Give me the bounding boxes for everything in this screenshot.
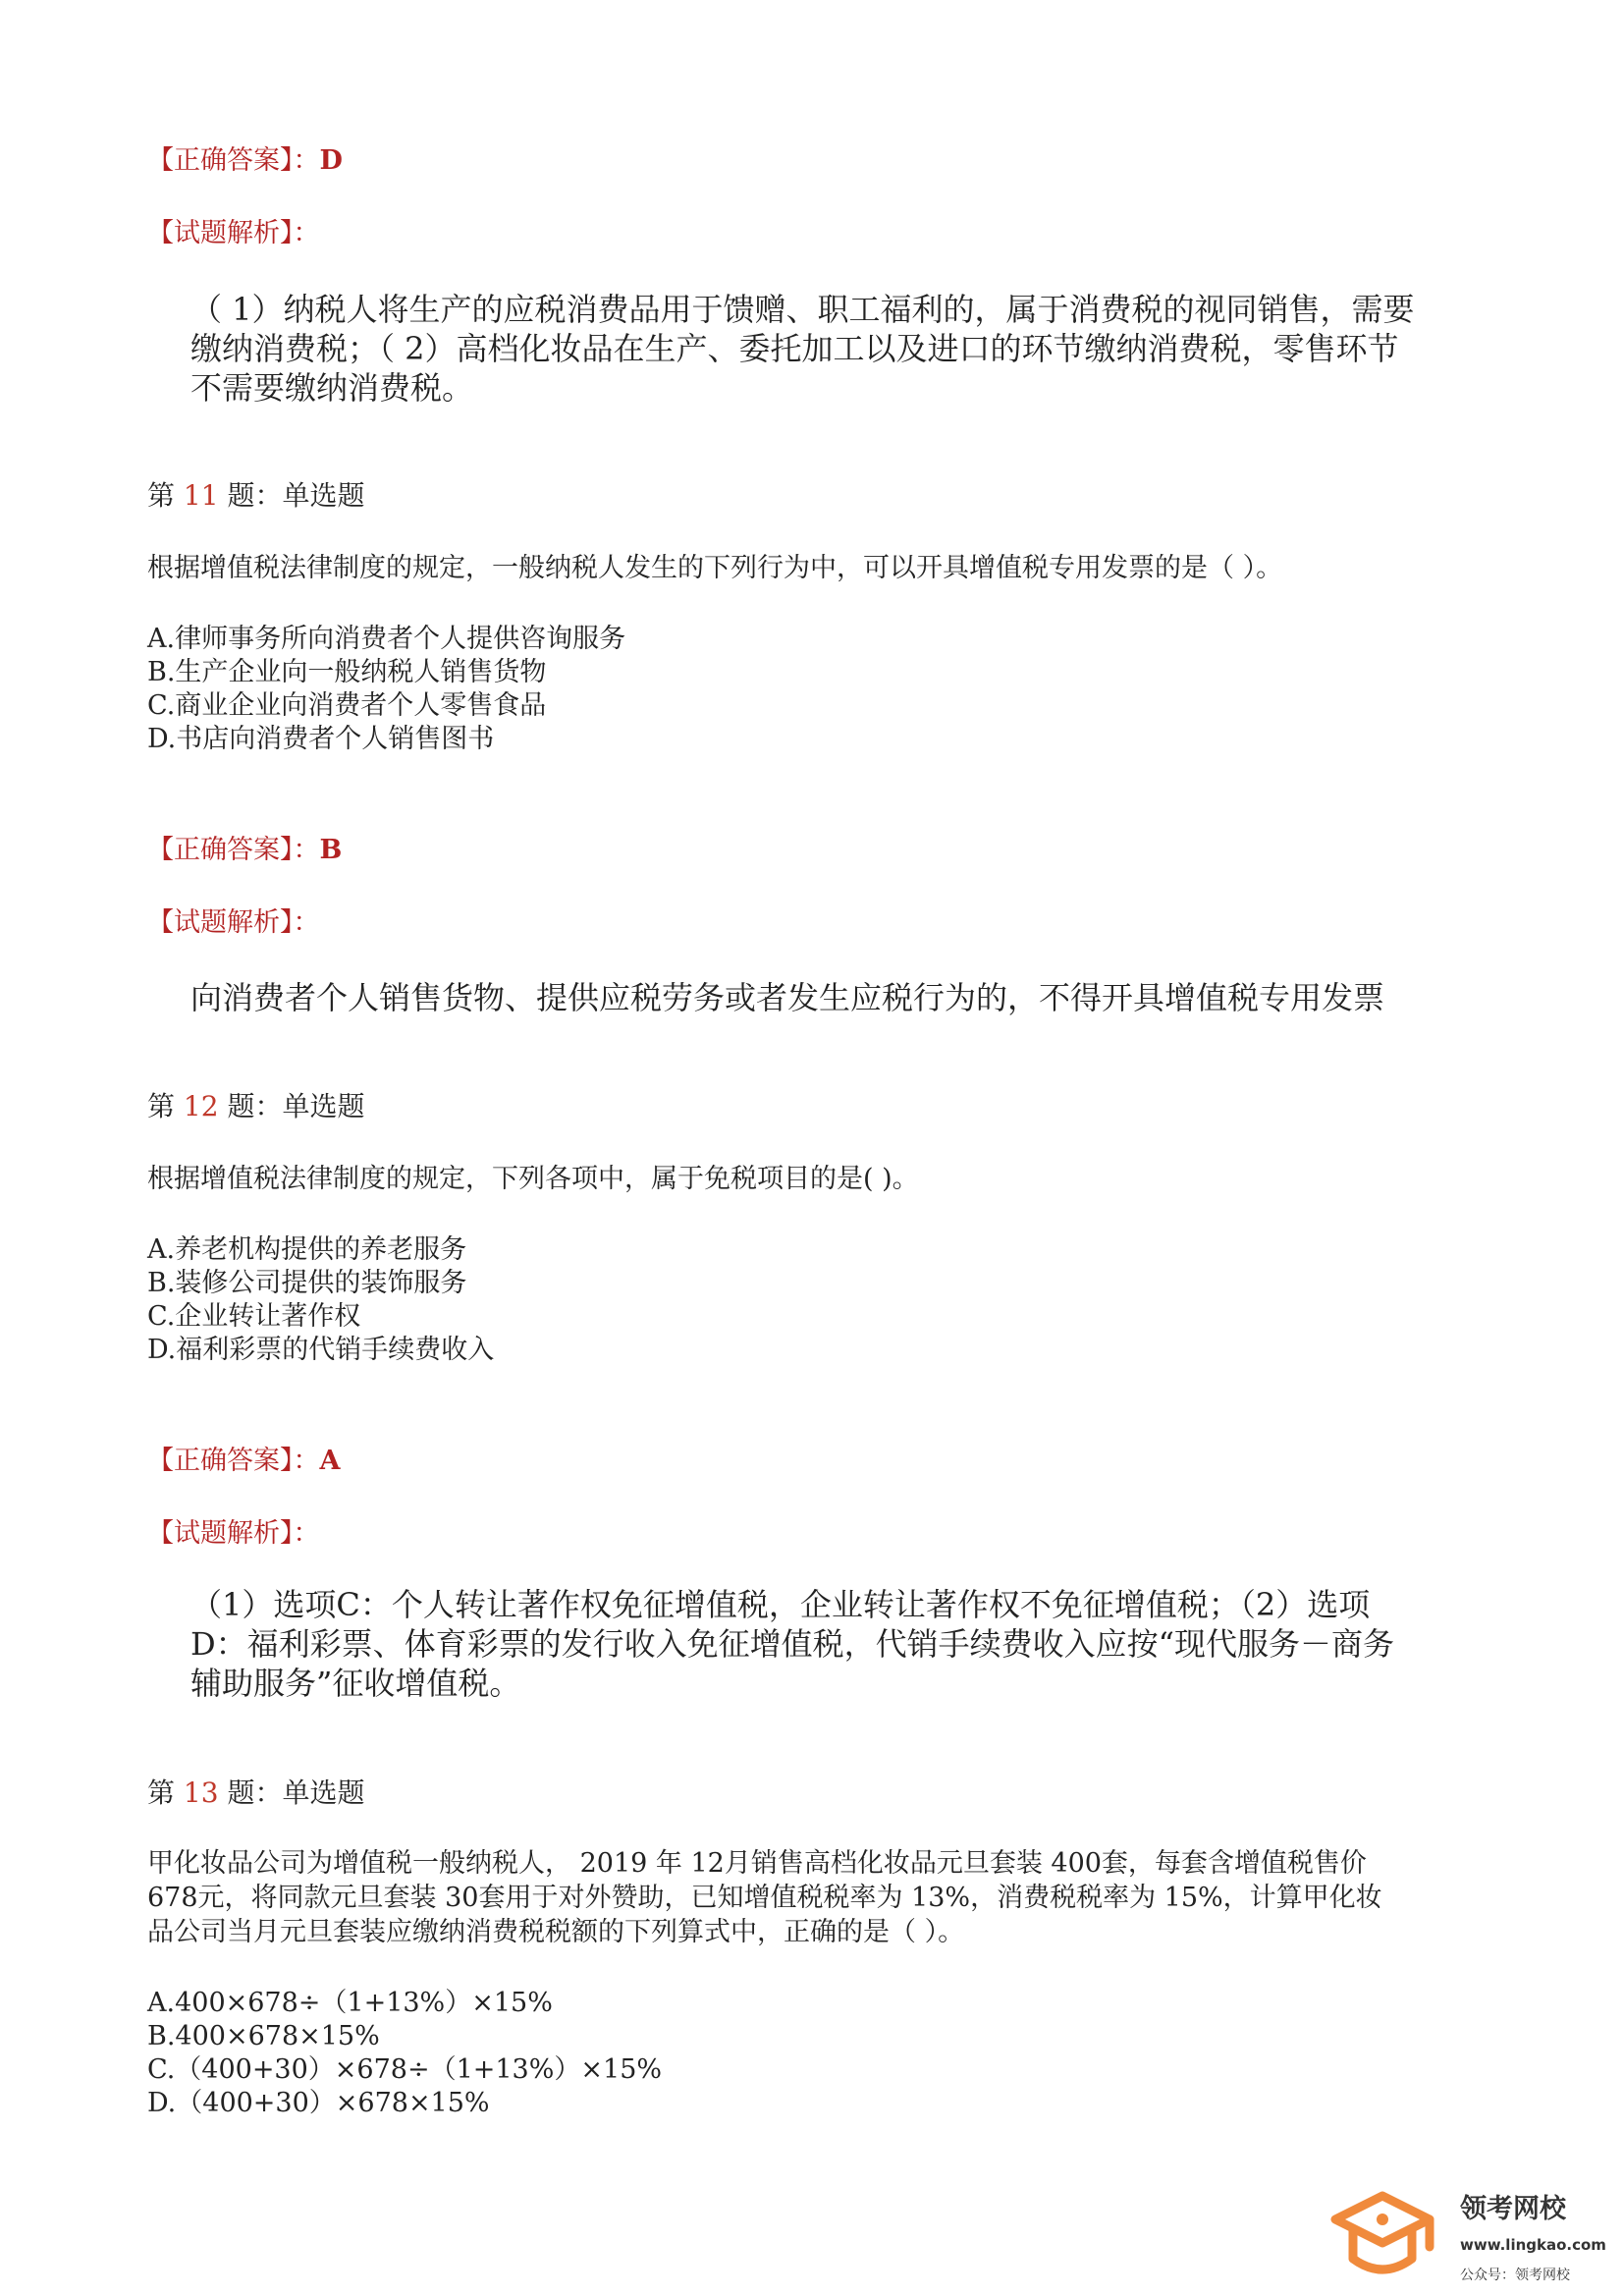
explanation-line: （1）选项C：个人转让著作权免征增值税，企业转让著作权不免征增值税；（2）选项 xyxy=(190,1586,1371,1623)
option-d: D.福利彩票的代销手续费收入 xyxy=(147,1335,495,1365)
brand-block xyxy=(1460,2194,1606,2284)
question-header-q12 xyxy=(147,1089,364,1124)
answer-value: A xyxy=(319,1446,341,1476)
question-number: 12 xyxy=(183,1090,219,1122)
brand-url: www.lingkao.com xyxy=(1460,2236,1606,2254)
question-type: 题：单选题 xyxy=(227,479,365,512)
analysis-label-q10: 【试题解析】： xyxy=(147,218,320,248)
option-d: D.书店向消费者个人销售图书 xyxy=(147,724,495,754)
option-b: B.生产企业向一般纳税人销售货物 xyxy=(147,657,547,687)
question-header-q13 xyxy=(147,1776,364,1811)
question-prefix: 第 xyxy=(147,479,176,512)
option-b: B.装修公司提供的装饰服务 xyxy=(147,1268,467,1298)
explanation-line: （ 1）纳税人将生产的应税消费品用于馈赠、职工福利的，属于消费税的视同销售，需要 xyxy=(190,291,1415,328)
brand-name: 领考网校 xyxy=(1460,2194,1566,2224)
stem-line: 甲化妆品公司为增值税一般纳税人， 2019 年 12月销售高档化妆品元旦套装 400套，每套含增值税售价 xyxy=(147,1848,1367,1879)
explanation-q11 xyxy=(190,978,1477,1017)
option-a: A.律师事务所向消费者个人提供咨询服务 xyxy=(147,624,626,654)
option-c: C.（400+30）×678÷（1+13%）×15% xyxy=(147,2054,663,2085)
options-q13 xyxy=(147,1987,662,2120)
answer-label: 【正确答案】： xyxy=(147,835,320,865)
stem-line: 品公司当月元旦套装应缴纳消费税税额的下列算式中，正确的是（ ）。 xyxy=(147,1917,965,1947)
answer-label: 【正确答案】： xyxy=(147,145,320,176)
option-c: C.商业企业向消费者个人零售食品 xyxy=(147,690,547,721)
answer-line-q11 xyxy=(147,833,342,868)
explanation-line: 向消费者个人销售货物、提供应税劳务或者发生应税行为的，不得开具增值税专用发票 xyxy=(190,979,1385,1016)
question-stem-q12: 根据增值税法律制度的规定，下列各项中，属于免税项目的是( )。 xyxy=(147,1164,919,1194)
analysis-label-q11: 【试题解析】： xyxy=(147,907,320,938)
option-c: C.企业转让著作权 xyxy=(147,1301,361,1332)
analysis-label-q12: 【试题解析】： xyxy=(147,1518,320,1549)
option-b: B.400×678×15% xyxy=(147,2021,380,2051)
option-d: D.（400+30）×678×15% xyxy=(147,2088,490,2118)
answer-line-q10 xyxy=(147,143,343,179)
explanation-line: D：福利彩票、体育彩票的发行收入免征增值税，代销手续费收入应按“现代服务－商务 xyxy=(190,1625,1395,1663)
explanation-line: 不需要缴纳消费税。 xyxy=(190,369,474,407)
explanation-line: 辅助服务”征收增值税。 xyxy=(190,1665,521,1702)
explanation-q12 xyxy=(190,1585,1477,1703)
question-stem-q13 xyxy=(147,1846,1483,1949)
question-number: 13 xyxy=(183,1777,219,1809)
explanation-line: 缴纳消费税；（ 2）高档化妆品在生产、委托加工以及进口的环节缴纳消费税，零售环节 xyxy=(190,330,1399,367)
explanation-q10 xyxy=(190,290,1477,408)
question-header-q11 xyxy=(147,478,364,514)
question-type: 题：单选题 xyxy=(227,1777,365,1809)
answer-value: B xyxy=(319,835,343,865)
options-q11 xyxy=(147,623,625,756)
answer-value: D xyxy=(319,145,343,176)
question-number: 11 xyxy=(183,479,219,512)
question-stem-q11: 根据增值税法律制度的规定，一般纳税人发生的下列行为中，可以开具增值税专用发票的是（ ）。 xyxy=(147,553,1283,583)
option-a: A.400×678÷（1+13%）×15% xyxy=(147,1988,553,2018)
question-prefix: 第 xyxy=(147,1090,176,1122)
answer-line-q12 xyxy=(147,1444,340,1479)
brand-wechat: 公众号：领考网校 xyxy=(1460,2268,1570,2283)
answer-label: 【正确答案】： xyxy=(147,1446,320,1476)
question-prefix: 第 xyxy=(147,1777,176,1809)
options-q12 xyxy=(147,1233,494,1367)
question-type: 题：单选题 xyxy=(227,1090,365,1122)
option-a: A.养老机构提供的养老服务 xyxy=(147,1234,467,1265)
stem-line: 678元，将同款元旦套装 30套用于对外赞助，已知增值税税率为 13%，消费税税率为 15%，计算甲化妆 xyxy=(147,1883,1382,1913)
